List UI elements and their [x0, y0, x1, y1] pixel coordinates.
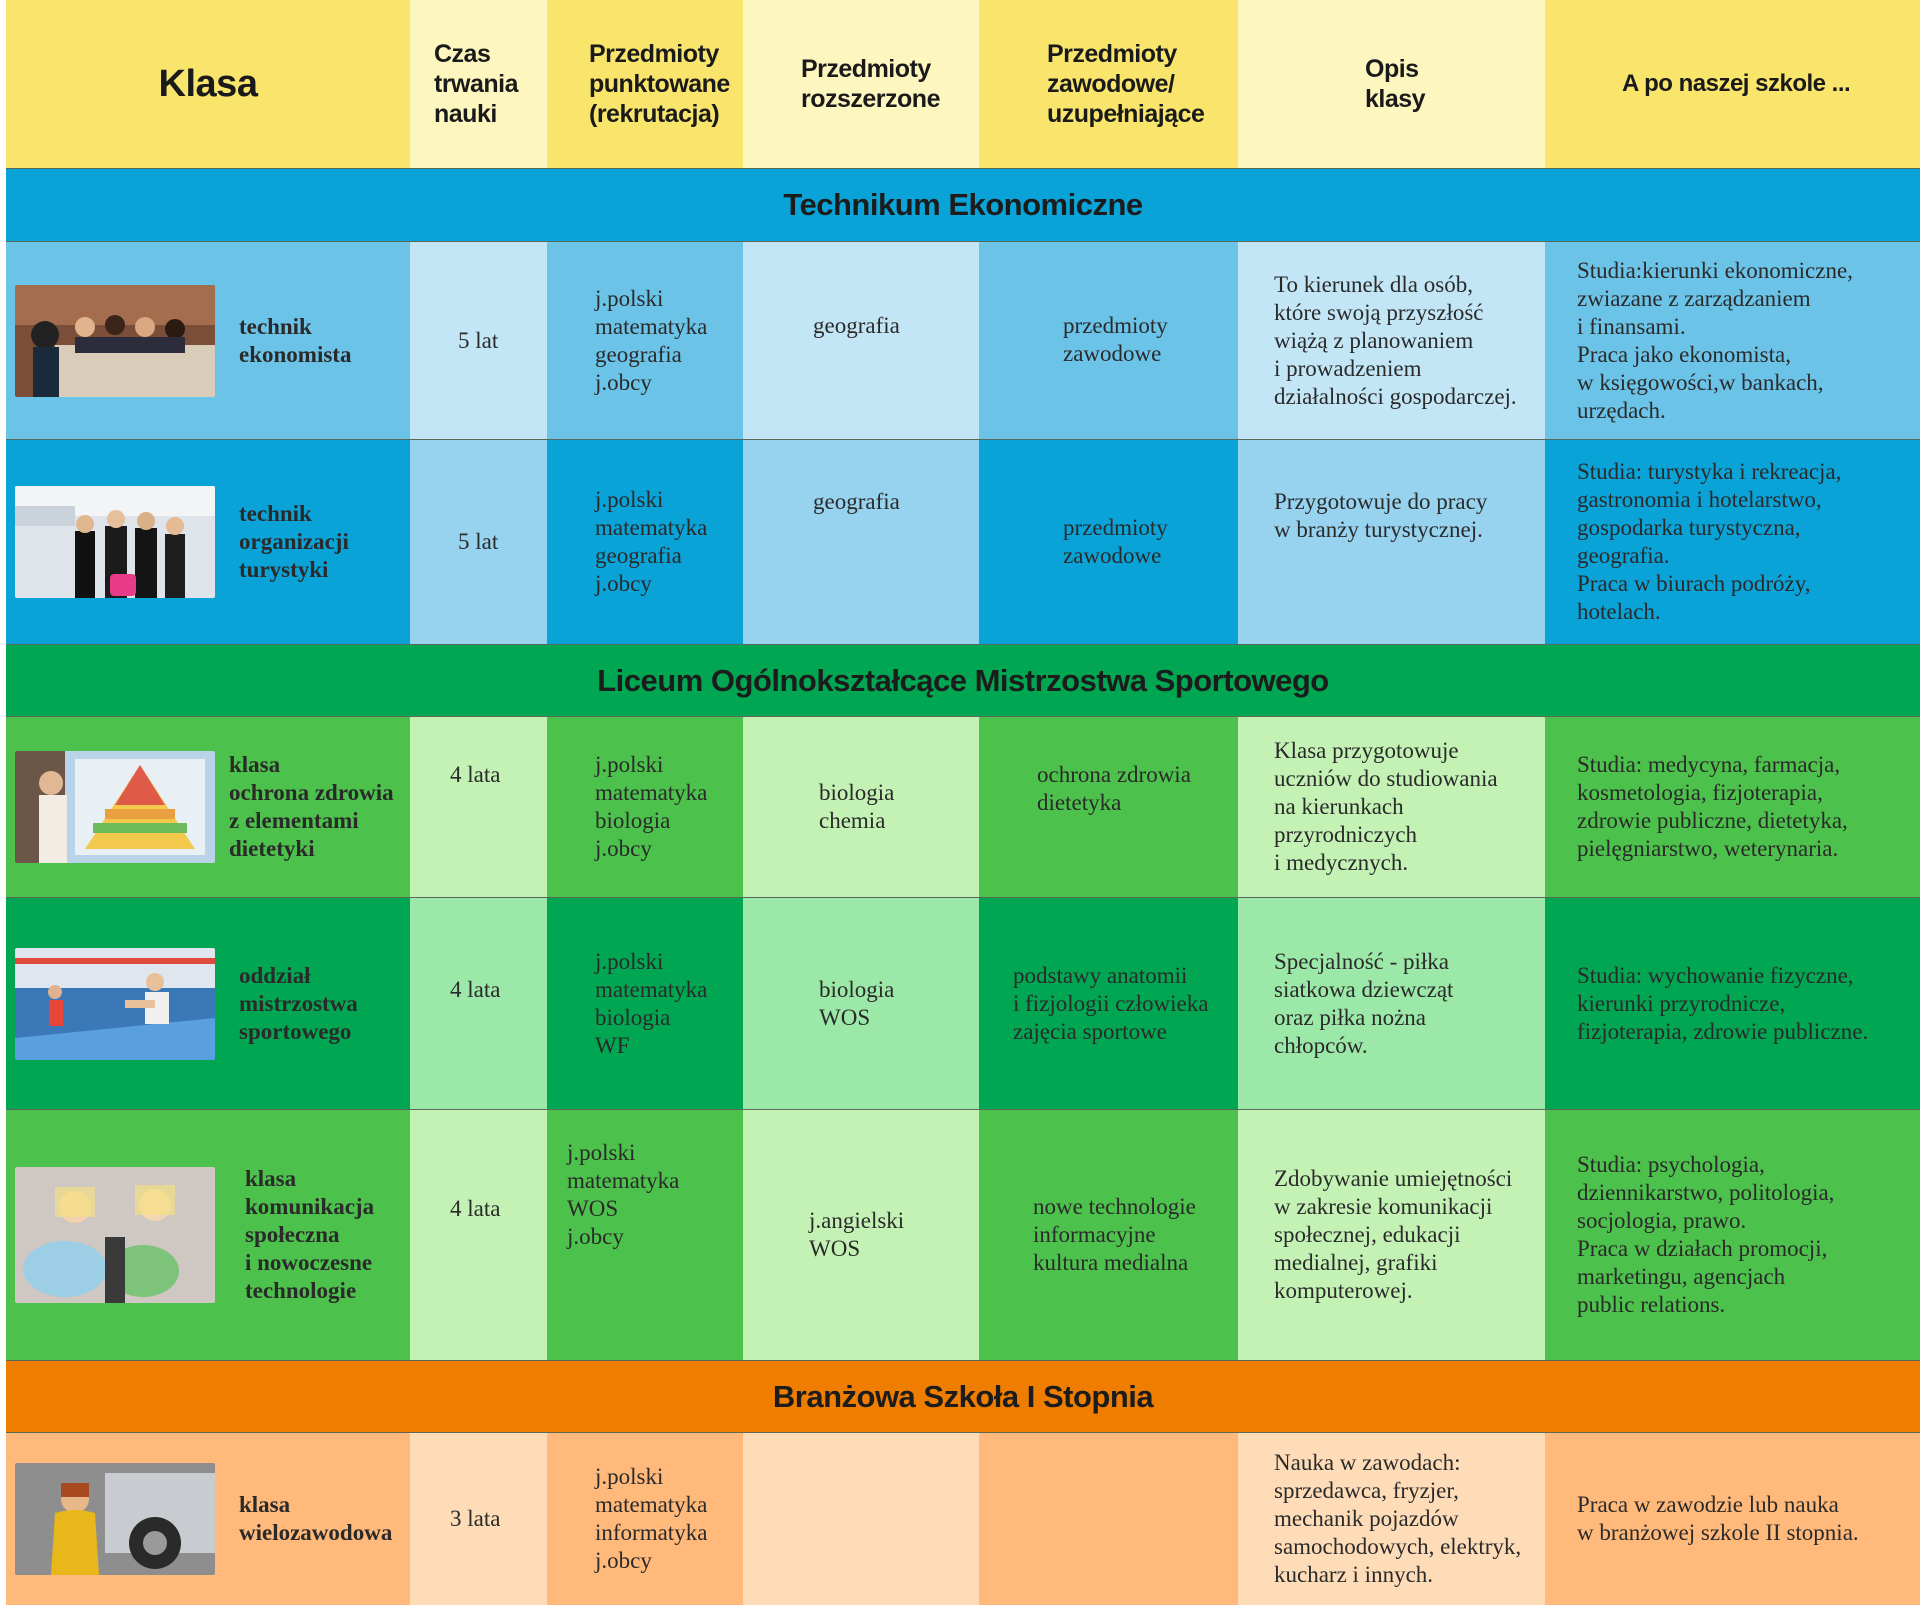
rozszerzone-cell: geografia	[743, 440, 979, 644]
opis-cell: Nauka w zawodach: sprzedawca, fryzjer, mechanik pojazdów samochodowych, elektryk, kucharz i innych.	[1238, 1433, 1545, 1605]
po-szkole-cell: Studia: psychologia, dziennikarstwo, politologia, socjologia, prawo. Praca w działach promocji, marketingu, agencjach public relations.	[1545, 1110, 1920, 1360]
photo-car-workshop	[15, 1463, 215, 1575]
po-szkole-cell: Studia: medycyna, farmacja, kosmetologia, fizjoterapia, zdrowie publiczne, dietetyka, pielęgniarstwo, weterynaria.	[1545, 717, 1920, 897]
header-klasa: Klasa	[6, 0, 410, 168]
czas-cell: 4 lata	[410, 717, 547, 897]
section-technikum: Technikum Ekonomiczne	[6, 169, 1920, 242]
punktowane-cell: j.polski matematyka WOS j.obcy	[547, 1110, 743, 1360]
header-zawodowe: Przedmioty zawodowe/ uzupełniające	[979, 0, 1238, 168]
klasa-cell	[6, 898, 410, 1109]
zawodowe-cell: nowe technologie informacyjne kultura medialna	[979, 1110, 1238, 1360]
school-offer-table	[6, 0, 1920, 1605]
punktowane-cell: j.polski matematyka geografia j.obcy	[547, 242, 743, 439]
klasa-cell	[6, 1110, 410, 1360]
klasa-label: klasa wielozawodowa	[239, 1492, 393, 1545]
rozszerzone-cell: biologia chemia	[743, 717, 979, 897]
czas-cell: 4 lata	[410, 1110, 547, 1360]
po-szkole-cell: Praca w zawodzie lub nauka w branżowej szkole II stopnia.	[1545, 1433, 1920, 1605]
table-row	[6, 440, 1920, 645]
table-row	[6, 242, 1920, 440]
table-row	[6, 1433, 1920, 1605]
zawodowe-cell: podstawy anatomii i fizjologii człowieka zajęcia sportowe	[979, 898, 1238, 1109]
klasa-cell	[6, 440, 410, 644]
punktowane-cell: j.polski matematyka geografia j.obcy	[547, 440, 743, 644]
klasa-label: klasa komunikacja społeczna i nowoczesne technologie	[245, 1166, 375, 1303]
header-rozszerzone: Przedmioty rozszerzone	[743, 0, 979, 168]
po-szkole-cell: Studia: turystyka i rekreacja, gastronomia i hotelarstwo, gospodarka turystyczna, geografia. Praca w biurach podróży, hotelach.	[1545, 440, 1920, 644]
klasa-cell	[6, 717, 410, 897]
czas-cell: 5 lat	[410, 242, 547, 439]
table-header	[6, 0, 1920, 169]
opis-cell: Zdobywanie umiejętności w zakresie komunikacji społecznej, edukacji medialnej, grafiki komputerowej.	[1238, 1110, 1545, 1360]
rozszerzone-cell: biologia WOS	[743, 898, 979, 1109]
header-opis: Opis klasy	[1238, 0, 1545, 168]
rozszerzone-cell: geografia	[743, 242, 979, 439]
klasa-label: technik organizacji turystyki	[239, 501, 349, 582]
photo-airport	[15, 486, 215, 598]
po-szkole-cell: Studia: wychowanie fizyczne, kierunki przyrodnicze, fizjoterapia, zdrowie publiczne.	[1545, 898, 1920, 1109]
section-branzowa: Branżowa Szkoła I Stopnia	[6, 1361, 1920, 1433]
table-row	[6, 717, 1920, 898]
punktowane-cell: j.polski matematyka biologia j.obcy	[547, 717, 743, 897]
header-czas: Czas trwania nauki	[410, 0, 547, 168]
header-po-szkole: A po naszej szkole ...	[1545, 0, 1920, 168]
klasa-cell	[6, 1433, 410, 1605]
czas-cell: 5 lat	[410, 440, 547, 644]
czas-cell: 4 lata	[410, 898, 547, 1109]
klasa-label: technik ekonomista	[239, 313, 352, 367]
klasa-label: oddział mistrzostwa sportowego	[239, 962, 358, 1044]
photo-balloons	[15, 1167, 215, 1303]
klasa-label: klasa ochrona zdrowia z elementami dietetyki	[229, 752, 394, 861]
header-punktowane: Przedmioty punktowane (rekrutacja)	[547, 0, 743, 168]
klasa-cell	[6, 242, 410, 439]
punktowane-cell: j.polski matematyka biologia WF	[547, 898, 743, 1109]
table-row	[6, 1110, 1920, 1361]
zawodowe-cell: przedmioty zawodowe	[979, 242, 1238, 439]
photo-food-pyramid	[15, 751, 215, 863]
rozszerzone-cell: j.angielski WOS	[743, 1110, 979, 1360]
table-row	[6, 898, 1920, 1110]
zawodowe-cell	[979, 1433, 1238, 1605]
czas-cell: 3 lata	[410, 1433, 547, 1605]
opis-cell: Specjalność - piłka siatkowa dziewcząt oraz piłka nożna chłopców.	[1238, 898, 1545, 1109]
zawodowe-cell: ochrona zdrowia dietetyka	[979, 717, 1238, 897]
photo-volleyball	[15, 948, 215, 1060]
photo-classroom	[15, 285, 215, 397]
zawodowe-cell: przedmioty zawodowe	[979, 440, 1238, 644]
section-liceum: Liceum Ogólnokształcące Mistrzostwa Sportowego	[6, 645, 1920, 717]
opis-cell: Klasa przygotowuje uczniów do studiowania na kierunkach przyrodniczych i medycznych.	[1238, 717, 1545, 897]
rozszerzone-cell	[743, 1433, 979, 1605]
punktowane-cell: j.polski matematyka informatyka j.obcy	[547, 1433, 743, 1605]
po-szkole-cell: Studia:kierunki ekonomiczne, zwiazane z zarządzaniem i finansami. Praca jako ekonomista, w księgowości,w bankach, urzędach.	[1545, 242, 1920, 439]
opis-cell: To kierunek dla osób, które swoją przyszłość wiążą z planowaniem i prowadzeniem działalności gospodarczej.	[1238, 242, 1545, 439]
opis-cell: Przygotowuje do pracy w branży turystycznej.	[1238, 440, 1545, 644]
